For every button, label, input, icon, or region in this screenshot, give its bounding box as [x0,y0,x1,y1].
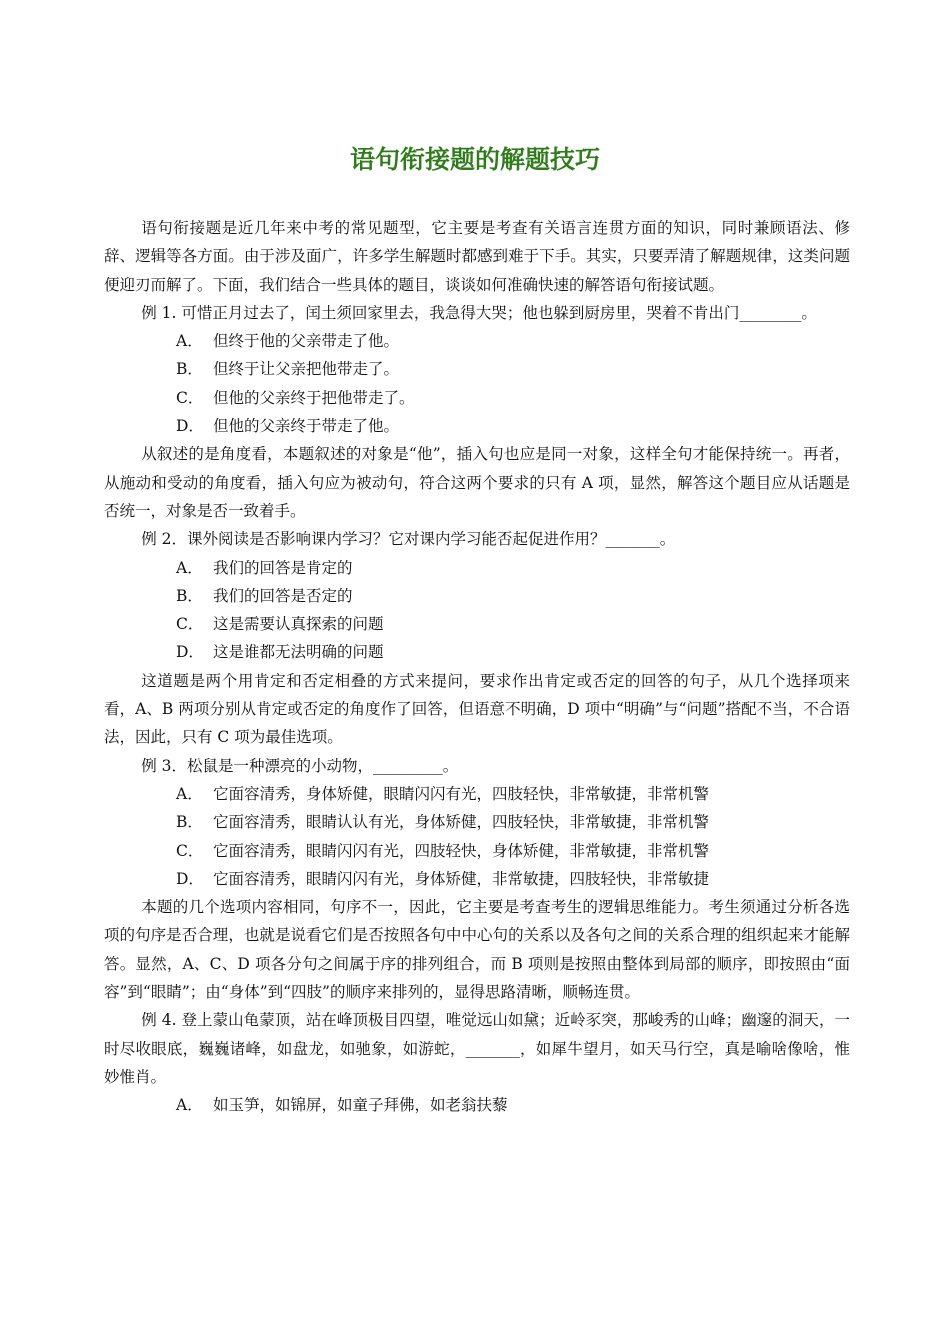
example-3-option-a [104,780,850,808]
option-label: B． [176,813,203,832]
example-2-option-b [104,582,850,610]
example-1-option-d [104,412,850,440]
document-title: 语句衔接题的解题技巧 [349,145,600,174]
option-text: 但终于让父亲把他带走了。 [213,360,400,379]
example-3-analysis: 本题的几个选项内容相同，句序不一，因此，它主要是考查考生的逻辑思维能力。考生须通过分析各选项的句序是否合理，也就是说看它们是否按照各句中中心句的关系以及各句之间的关系合理的组织起来才能解答。显然，A、C、D 项各分句之间属于序的排列组合，而 B 项则是按照由整体到局部的顺序，即按照由“面容”到“眼睛”；由“身体”到“四肢”的顺序来排列的，显得思路清晰，顺畅连贯。 [104,898,850,1002]
option-label: B． [176,360,203,379]
example-1-analysis: 从叙述的是角度看，本题叙述的对象是“他”，插入句也应是同一对象，这样全句才能保持统一。再者，从施动和受动的角度看，插入句应为被动句，符合这两个要求的只有 A 项，显然，解答这个题目应从话题是否统一，对象是否一致着手。 [104,445,850,520]
option-text: 它面容清秀，眼睛闪闪有光，身体矫健，非常敏捷，四肢轻快，非常敏捷 [213,869,710,888]
example-3-option-c [104,837,850,865]
option-text: 我们的回答是否定的 [213,586,353,605]
example-4-option-a [104,1091,850,1119]
option-text: 这是谁都无法明确的问题 [213,643,384,662]
option-text: 它面容清秀，眼睛认认有光，身体矫健，四肢轻快，非常敏捷，非常机警 [213,813,710,832]
option-label: C． [176,841,204,860]
example-1-option-a [104,327,850,355]
option-text: 但他的父亲终于带走了他。 [213,417,400,436]
example-2-option-c [104,610,850,638]
option-text: 但终于他的父亲带走了他。 [213,332,400,351]
example-2-analysis: 这道题是两个用肯定和否定相叠的方式来提问，要求作出肯定或否定的回答的句子，从几个选择项来看，A、B 两项分别从肯定或否定的角度作了回答，但语意不明确，D 项中“明确”与“问题”搭配不当，不合语法，因此，只有 C 项为最佳选项。 [104,671,850,747]
option-text: 但他的父亲终于把他带走了。 [213,388,415,407]
example-4-question: 例 4. 登上蒙山龟蒙顶，站在峰顶极目四望，唯觉远山如黛；近岭豕突，那峻秀的山峰；幽邃的洞天，一时尽收眼底，巍巍诸峰，如盘龙，如驰象，如游蛇，_______，如犀牛望月，如天马行空，真是喻啥像啥，惟妙惟肖。 [104,1011,850,1086]
option-text: 我们的回答是肯定的 [213,558,353,577]
example-3-option-d [104,865,850,893]
option-text: 如玉笋，如锦屏，如童子拜佛，如老翁扶藜 [213,1096,508,1115]
option-label: A． [176,558,203,577]
example-1-question: 例 1. 可惜正月过去了，闰土须回家里去，我急得大哭；他也躲到厨房里，哭着不肯出门________。 [141,303,817,322]
option-label: C． [176,388,204,407]
example-3-option-b [104,808,850,836]
option-label: A． [176,332,203,351]
example-2-option-a [104,554,850,582]
option-label: D． [176,869,204,888]
example-1-option-b [104,355,850,383]
option-label: D． [176,643,204,662]
option-label: A． [176,784,203,803]
document-body [104,214,850,1120]
example-2-question: 例 2．课外阅读是否影响课内学习？它对课内学习能否起促进作用？_______。 [141,530,676,549]
option-label: D． [176,417,204,436]
example-1-option-c [104,384,850,412]
option-text: 它面容清秀，身体矫健，眼睛闪闪有光，四肢轻快，非常敏捷，非常机警 [213,784,710,803]
intro-paragraph: 语句衔接题是近几年来中考的常见题型，它主要是考查有关语言连贯方面的知识，同时兼顾语法、修辞、逻辑等各方面。由于涉及面广，许多学生解题时都感到难于下手。其实，只要弄清了解题规律，这类问题便迎刃而解了。下面，我们结合一些具体的题目，谈谈如何准确快速的解答语句衔接试题。 [104,219,850,294]
option-text: 这是需要认真探索的问题 [213,615,384,634]
option-label: B． [176,586,203,605]
option-label: C． [176,615,204,634]
option-label: A． [176,1096,203,1115]
option-text: 它面容清秀，眼睛闪闪有光，四肢轻快，身体矫健，非常敏捷，非常机警 [213,841,710,860]
example-2-option-d [104,638,850,666]
example-3-question: 例 3．松鼠是一种漂亮的小动物，_________。 [141,756,459,775]
